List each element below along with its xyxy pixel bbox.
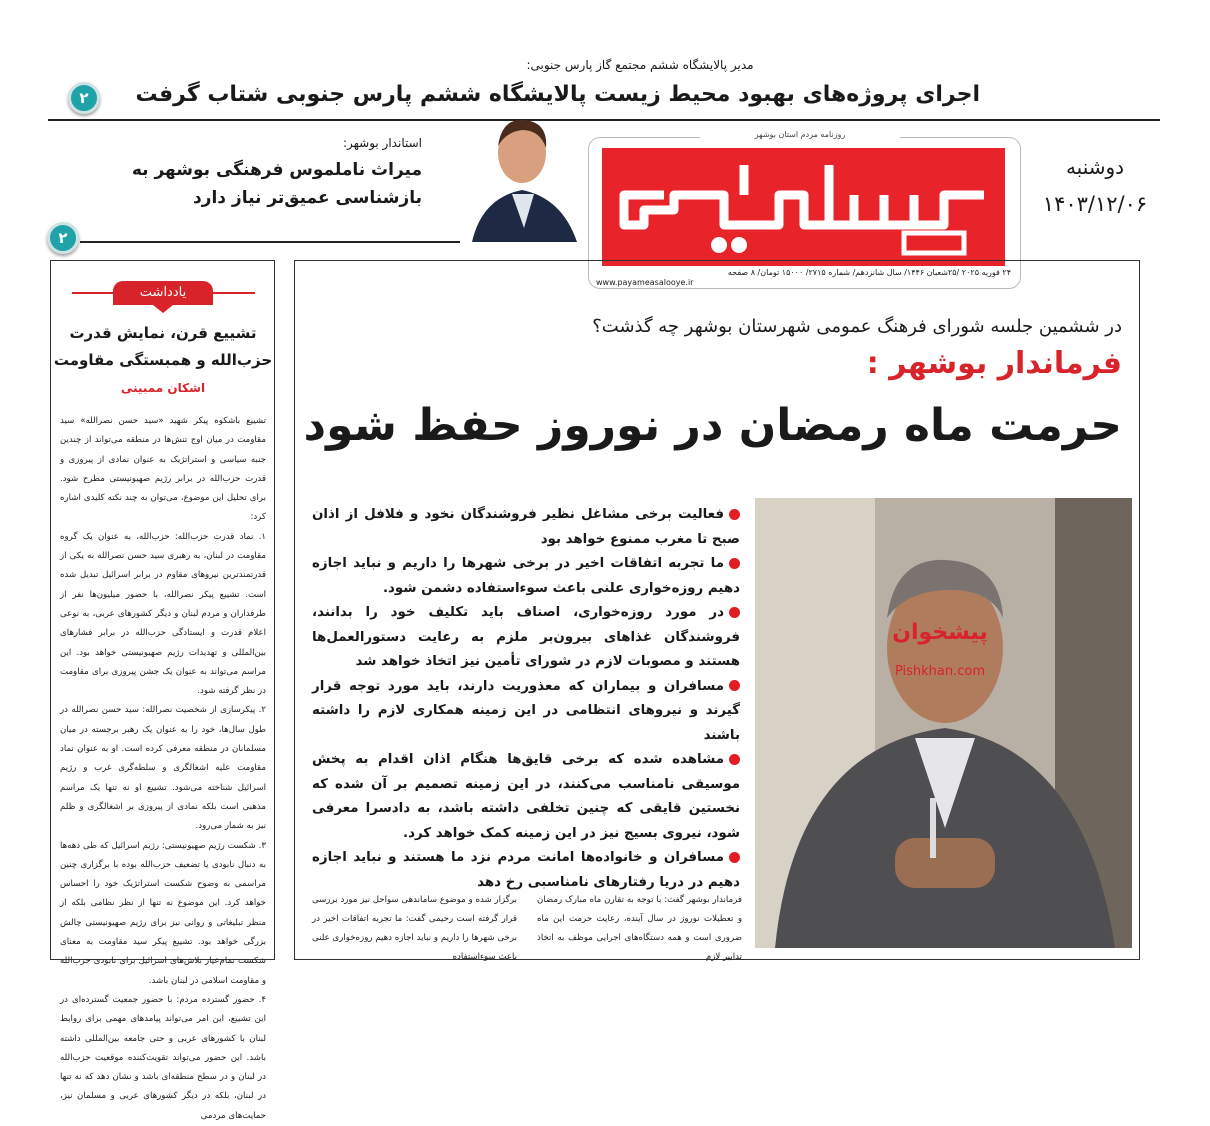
top-story-headline[interactable]: اجرای پروژه‌های بهبود محیط زیست پالایشگاه ششم پارس جنوبی شتاب گرفت — [135, 82, 980, 107]
title-line: تشییع قرن، نمایش قدرت — [69, 324, 257, 342]
paragraph: ۱. نماد قدرت حزب‌الله: حزب‌الله، به عنوان یک گروه مقاومت در لبنان، به رهبری سید حسن نصرالله به یکی از قدرتمندترین نیروهای مقاوم در برابر اسرائیل تبدیل شده است. تشییع پیکر نصرالله، با حضور میلیون‌ها نفر از طرفداران و مردم لبنان و دیگر کشورهای عربی، به نوعی اعلام قدرت و ایستادگی حزب‌الله در برابر فشارهای بین‌المللی و تهدیدات رژیم صهیونیستی خواهد بود. این مراسم می‌تواند به عنوان یک جشن پیروزی برای مقاومت در نظر گرفته شود. — [60, 531, 266, 697]
section-arrow-icon — [153, 305, 173, 313]
website-link[interactable]: www.payameasalooye.ir — [596, 278, 694, 287]
bullet-item — [312, 748, 740, 846]
governor-meeting-photo — [755, 498, 1132, 948]
second-story-headline[interactable] — [110, 156, 422, 212]
headline-line: میراث ناملموس فرهنگی بوشهر به — [131, 160, 422, 180]
body-column-2: برگزار شده و موضوع ساماندهی سواحل نیز مورد بررسی قرار گرفته است رحیمی گفت: ما تجربه اتفاقات اخیر در برخی شهرها را داریم و نباید اجازه دهیم روزه‌خواری علنی باعث سوءاستفاده — [312, 895, 517, 962]
body-column-1: فرماندار بوشهر گفت: با توجه به تقارن ماه مبارک رمضان و تعطیلات نوروز در سال آینده، رعایت حرمت این ماه ضروری است و همه دستگاه‌های اجرایی موظف به اتخاذ تدابیر لازم — [537, 895, 742, 962]
main-story-speaker: فرماندار بوشهر : — [866, 346, 1122, 381]
bullet-text: مسافران و بیماران که معذوریت دارند، باید مورد توجه قرار گیرند و نیروهای انتظامی در این زمینه همکاری لازم را داشته باشند — [312, 678, 740, 743]
bullet-item — [312, 552, 740, 601]
main-story-headline[interactable]: حرمت ماه رمضان در نوروز حفظ شود — [303, 400, 1122, 451]
bullet-text: ما تجربه اتفاقات اخیر در برخی شهرها را داریم و نباید اجازه دهیم روزه‌خواری علنی باعث سوءاستفاده دشمن شود. — [312, 556, 740, 596]
bullet-dot-icon — [729, 558, 740, 569]
bullet-dot-icon — [729, 754, 740, 765]
issue-info: ۲۴ فوریه ۲۰۲۵ /۲۵شعبان ۱۴۴۶/ سال شانزدهم/ شماره ۲۷۱۵/ ۱۵۰۰۰ تومان/ ۸ صفحه — [727, 268, 1011, 277]
paragraph: ۳. شکست رژیم صهیونیستی: رژیم اسرائیل که طی دهه‌ها به دنبال نابودی یا تضعیف حزب‌الله بوده با برگزاری چنین مراسمی به وضوح شکست استراتژیک خود را احساس خواهد کرد. این موضوع نه تنها از نظر نظامی بلکه از منظر تبلیغاتی و روانی نیز برای رژیم صهیونیستی چالش بزرگی خواهد بود. تشییع پیکر سید مقاومت به معنای شکست تمام‌عیار تلاش‌های اسرائیل برای نابودی حزب‌الله و مقاومت اسلامی در لبنان باشد. — [60, 840, 266, 986]
page-badge[interactable]: ۲ — [68, 82, 100, 114]
second-story-kicker: استاندار بوشهر: — [342, 136, 422, 150]
section-label: یادداشت — [113, 281, 213, 305]
paragraph: ۴. حضور گسترده مردم: با حضور جمعیت گسترده‌ای در این تشییع، این امر می‌تواند پیامدهای مهمی برای روابط لبنان با کشورهای عربی و حتی جامعه بین‌المللی داشته باشد. این حضور می‌تواند تقویت‌کننده موقعیت حزب‌الله در لبنان و در سطح منطقه‌ای باشد و نشان دهد که نه تنها در لبنان، بلکه در دیگر کشورهای عربی و مسلمان نیز، حمایت‌های مردمی — [60, 994, 266, 1121]
bullet-dot-icon — [729, 680, 740, 691]
watermark-url: Pishkhan.com — [894, 664, 986, 679]
page-badge[interactable]: ۲ — [47, 222, 79, 254]
bullet-item — [312, 503, 740, 552]
top-story-kicker: مدیر پالایشگاه ششم مجتمع گاز پارس جنوبی: — [526, 58, 754, 72]
editorial-title[interactable] — [52, 320, 274, 374]
bullet-item — [312, 601, 740, 675]
masthead-tagline: روزنامه مردم استان بوشهر — [700, 130, 900, 139]
main-story-bullets — [312, 503, 740, 895]
weekday: دوشنبه — [1065, 155, 1125, 179]
bullet-text: مسافران و خانواده‌ها امانت مردم نزد ما هستند و نباید اجازه دهیم در دریا رفتارهای نامناسبی رخ دهد — [312, 850, 740, 890]
bullet-dot-icon — [729, 607, 740, 618]
bullet-text: مشاهده شده که برخی قایق‌ها هنگام اذان اقدام به پخش موسیقی نامناسب می‌کنند، در این زمینه تصمیم بر آن شده که نخستین قایقی که چنین تخلفی داشته باشد، به دادسرا معرفی شود، نیروی بسیج نیز در این زمینه کمک خواهد کرد. — [312, 752, 740, 841]
bullet-dot-icon — [729, 509, 740, 520]
logo-lettering-icon — [614, 155, 994, 260]
bullet-item — [312, 846, 740, 895]
newspaper-logo — [602, 148, 1005, 266]
paragraph: تشییع باشکوه پیکر شهید «سید حسن نصرالله» سید مقاومت در میان اوج تنش‌ها در منطقه می‌تواند از چندین جنبه سیاسی و استراتژیک به عنوان نمادی از پیروزی و قدرت حزب‌الله در برابر رژیم صهیونیستی مطرح شود. برای تحلیل این موضوع، می‌توان به چند نکته کلیدی اشاره کرد: — [60, 416, 266, 523]
headline-line: بازشناسی عمیق‌تر نیاز دارد — [192, 188, 422, 208]
title-line: حزب‌الله و همبستگی مقاومت — [53, 351, 273, 369]
governor-photo — [462, 108, 586, 242]
bullet-dot-icon — [729, 852, 740, 863]
divider — [48, 119, 1160, 121]
editorial-author: اشکان ممبینی — [120, 381, 206, 395]
editorial-body — [60, 412, 266, 1126]
watermark-logo: پیشخوان — [892, 620, 988, 645]
divider — [80, 241, 460, 243]
bullet-text: فعالیت برخی مشاغل نظیر فروشندگان نخود و فلافل از اذان صبح تا مغرب ممنوع خواهد بود — [312, 507, 740, 547]
main-story-kicker: در ششمین جلسه شورای فرهنگ عمومی شهرستان بوشهر چه گذشت؟ — [592, 316, 1122, 337]
bullet-text: در مورد روزه‌خواری، اصناف باید تکلیف خود را بدانند، فروشندگان غذاهای بیرون‌بر ملزم به رعایت دستورالعمل‌ها هستند و مصوبات لازم در شورای تأمین نیز اتخاذ خواهد شد — [312, 605, 740, 669]
bullet-item — [312, 675, 740, 749]
issue-date: ۱۴۰۳/۱۲/۰۶ — [1042, 192, 1148, 216]
paragraph: ۲. پیکرسازی از شخصیت نصرالله: سید حسن نصرالله در طول سال‌ها، خود را به عنوان یک رهبر برجسته در میان مسلمانان در منطقه معرفی کرده است. او به عنوان نماد مقاومت علیه اشغالگری و سلطه‌گری غرب و رژیم اسرائیل شناخته می‌شود. تشییع او نه تنها یک مراسم مذهبی است بلکه نمادی از پیروزی بر اشغالگری و ظلم نیز به شمار می‌رود. — [60, 705, 266, 832]
